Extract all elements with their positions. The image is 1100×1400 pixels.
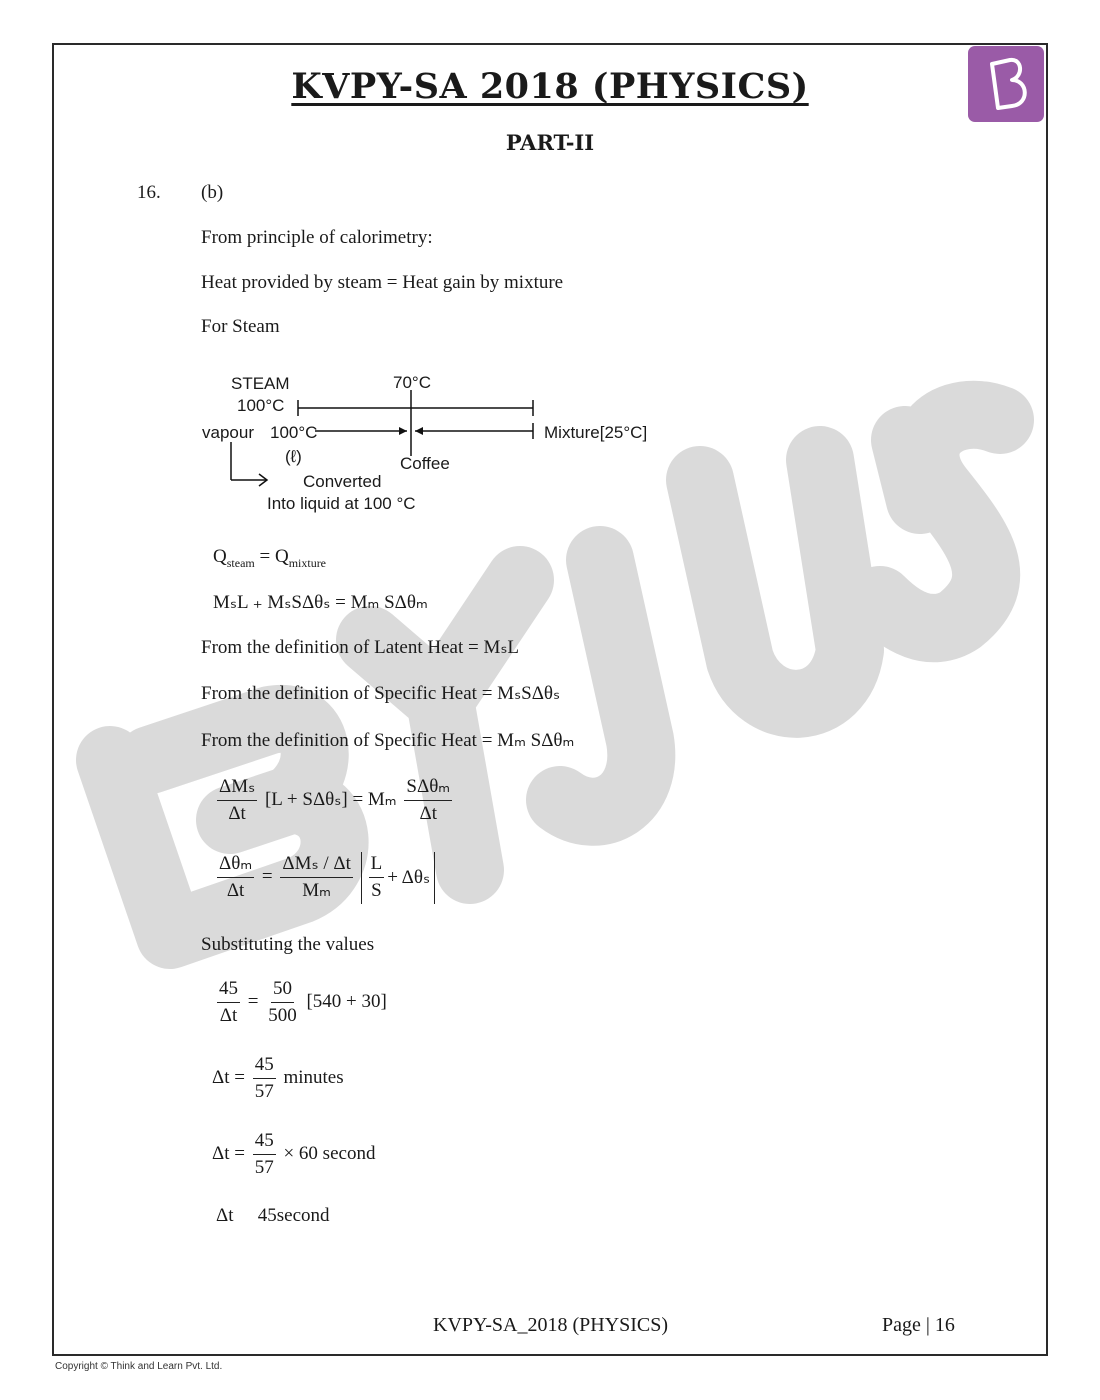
vapour-label: vapour	[202, 423, 254, 442]
text-line: Heat provided by steam = Heat gain by mixture	[201, 272, 564, 293]
liquid-label: (ℓ)	[285, 447, 302, 466]
page-title: KVPY-SA 2018 (PHYSICS)	[291, 66, 809, 107]
footer-title: KVPY-SA_2018 (PHYSICS)	[433, 1314, 669, 1336]
final-answer: Δt ⃞ 45second	[216, 1205, 330, 1226]
latent-heat-line: From the definition of Latent Heat = MₛL	[201, 637, 520, 658]
heat-balance-equation: MₛL ₊ MₛSΔθₛ = Mₘ SΔθₘ	[213, 592, 428, 613]
part-heading: PART-II	[505, 130, 595, 155]
rate-equation-2: $\frac{\text{Δθₘ}}{\Delta t}$ = $\frac{\text{ΔMₛ / Δt}}{\text{Mₘ}}$ $\frac{L}{S}$ + Δθₛ	[214, 851, 435, 904]
mid-temp: 70°C	[393, 373, 431, 392]
substitution-equation: $\frac{45}{\Delta t}$ = $\frac{50}{500}$ [540 + 30]	[219, 978, 387, 1026]
converted-label: Converted	[303, 472, 382, 491]
text-line: For Steam	[201, 316, 280, 337]
temperature-diagram	[195, 368, 675, 528]
copyright: Copyright © Think and Learn Pvt. Ltd.	[55, 1361, 223, 1372]
page-number: Page | 16	[882, 1314, 955, 1336]
mixture-label: Mixture[25°C]	[544, 423, 648, 442]
delta-t-minutes: Δt = $\frac{45}{57}$ minutes	[212, 1054, 344, 1102]
vapour-temp: 100°C	[270, 423, 318, 442]
specific-heat-line-2: From the definition of Specific Heat = Mₘ SΔθₘ	[201, 730, 575, 751]
answer-option: (b)	[201, 182, 224, 203]
steam-label: STEAM	[231, 374, 290, 393]
rate-equation: $\frac{\text{ΔMₛ}}{\Delta t}$ [L + SΔθₛ] = Mₘ $\frac{\text{SΔθₘ}}{\Delta t}$	[219, 776, 451, 824]
substituting-line: Substituting the values	[201, 934, 375, 955]
specific-heat-line: From the definition of Specific Heat = MₛSΔθₛ	[201, 683, 561, 704]
q-equation: $Q_{steam} = Q_{mixture}$	[213, 546, 327, 570]
delta-t-seconds: Δt = $\frac{45}{57}$ × 60 second	[212, 1130, 376, 1178]
text-line: From principle of calorimetry:	[201, 227, 433, 248]
converted-label-2: Into liquid at 100 °C	[267, 494, 416, 513]
steam-temp: 100°C	[237, 396, 285, 415]
coffee-label: Coffee	[400, 454, 450, 473]
question-number: 16.	[137, 182, 161, 203]
